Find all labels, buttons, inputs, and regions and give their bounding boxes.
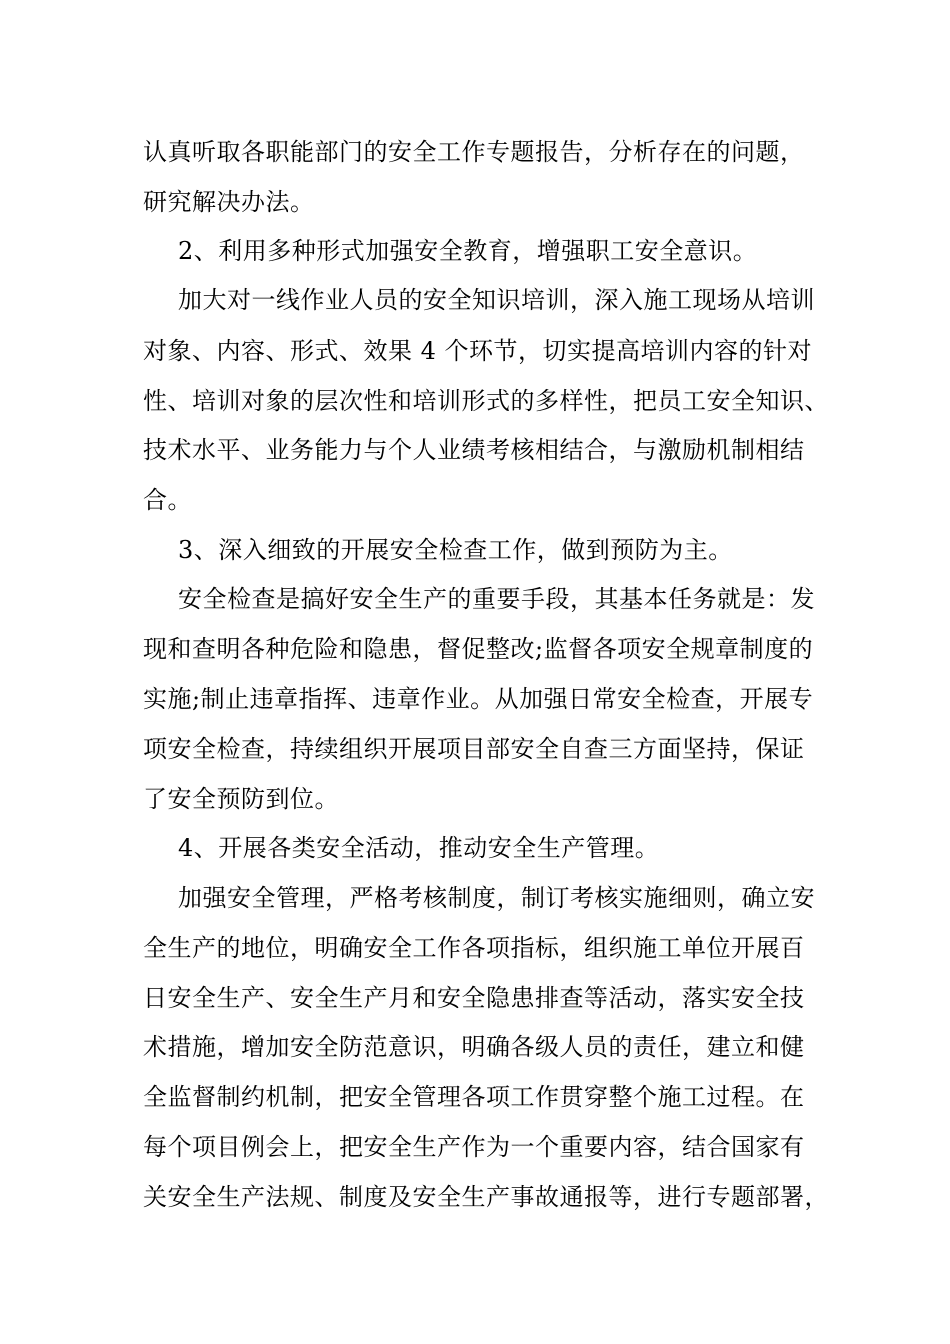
section-heading: 4、开展各类安全活动，推动安全生产管理。 [178, 834, 660, 862]
text-line: 每个项目例会上，把安全生产作为一个重要内容，结合国家有 [143, 1133, 805, 1161]
text-line: 对象、内容、形式、效果 4 个环节，切实提高培训内容的针对 [143, 337, 813, 365]
text-line: 术措施，增加安全防范意识，明确各级人员的责任，建立和健 [143, 1033, 805, 1061]
text-line: 性、培训对象的层次性和培训形式的多样性，把员工安全知识、 [143, 387, 829, 415]
text-line: 日安全生产、安全生产月和安全隐患排查等活动，落实安全技 [143, 984, 805, 1012]
text-line: 加大对一线作业人员的安全知识培训，深入施工现场从培训 [178, 286, 815, 314]
text-line: 实施;制止违章指挥、违章作业。从加强日常安全检查，开展专 [143, 685, 814, 713]
text-line: 安全检查是搞好安全生产的重要手段，其基本任务就是：发 [178, 585, 815, 613]
section-heading: 3、深入细致的开展安全检查工作，做到预防为主。 [178, 536, 733, 564]
text-line: 了安全预防到位。 [143, 785, 339, 813]
text-line: 全生产的地位，明确安全工作各项指标，组织施工单位开展百 [143, 934, 805, 962]
text-line: 现和查明各种危险和隐患，督促整改;监督各项安全规章制度的 [143, 635, 814, 663]
text-line: 合。 [143, 486, 192, 514]
section-heading: 2、利用多种形式加强安全教育，增强职工安全意识。 [178, 237, 758, 265]
text-line: 技术水平、业务能力与个人业绩考核相结合，与激励机制相结 [143, 436, 805, 464]
text-line: 关安全生产法规、制度及安全生产事故通报等，进行专题部署， [143, 1183, 829, 1211]
text-line: 认真听取各职能部门的安全工作专题报告，分析存在的问题， [143, 138, 805, 166]
text-line: 全监督制约机制，把安全管理各项工作贯穿整个施工过程。在 [143, 1083, 805, 1111]
text-line: 研究解决办法。 [143, 188, 315, 216]
text-line: 加强安全管理，严格考核制度，制订考核实施细则，确立安 [178, 884, 815, 912]
text-line: 项安全检查，持续组织开展项目部安全自查三方面坚持，保证 [143, 735, 805, 763]
